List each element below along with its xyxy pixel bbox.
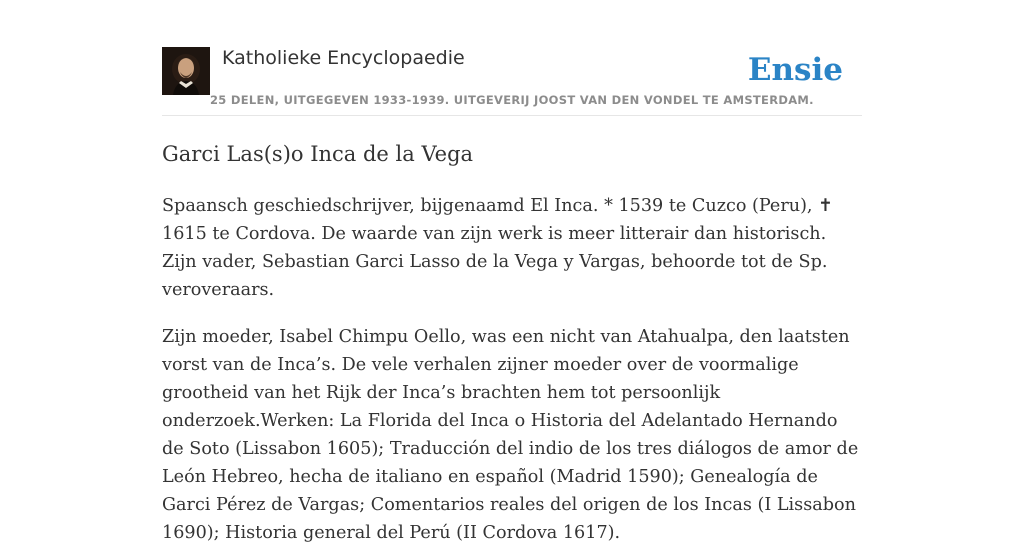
site-name[interactable]: Katholieke Encyclopaedie [222, 47, 465, 69]
site-header [162, 46, 862, 116]
article-paragraph-1: Spaansch geschiedschrijver, bijgenaamd El Inca. * 1539 te Cuzco (Peru), ✝ 1615 te Cordova. De waarde van zijn werk is meer litterair dan historisch. Zijn vader, Sebastian Garci Lasso de la Vega y Vargas, behoorde tot de Sp. veroveraars. [162, 196, 833, 300]
site-subtitle: 25 DELEN, UITGEGEVEN 1933-1939. UITGEVERIJ JOOST VAN DEN VONDEL TE AMSTERDAM. [210, 93, 814, 107]
article-title: Garci Las(s)o Inca de la Vega [162, 142, 474, 166]
article [162, 138, 864, 547]
article-paragraph-2: Zijn moeder, Isabel Chimpu Oello, was een nicht van Atahualpa, den laatsten vorst van de Inca’s. De vele verhalen zijner moeder over de voormalige grootheid van het Rijk der Inca’s brachten hem tot persoonlijk onderzoek.Werken: La Florida del Inca o Historia del Adelantado Hernando de Soto (Lissabon 1605); Traducción del indio de los tres diálogos de amor de León Hebreo, hecha de italiano en español (Madrid 1590); Genealogía de Garci Pérez de Vargas; Comentarios reales del origen de los Incas (I Lissabon 1690); Historia general del Perú (II Cordova 1617). [162, 327, 859, 543]
portrait-avatar-icon[interactable] [162, 47, 210, 95]
brand-logo[interactable]: Ensie [747, 52, 843, 88]
